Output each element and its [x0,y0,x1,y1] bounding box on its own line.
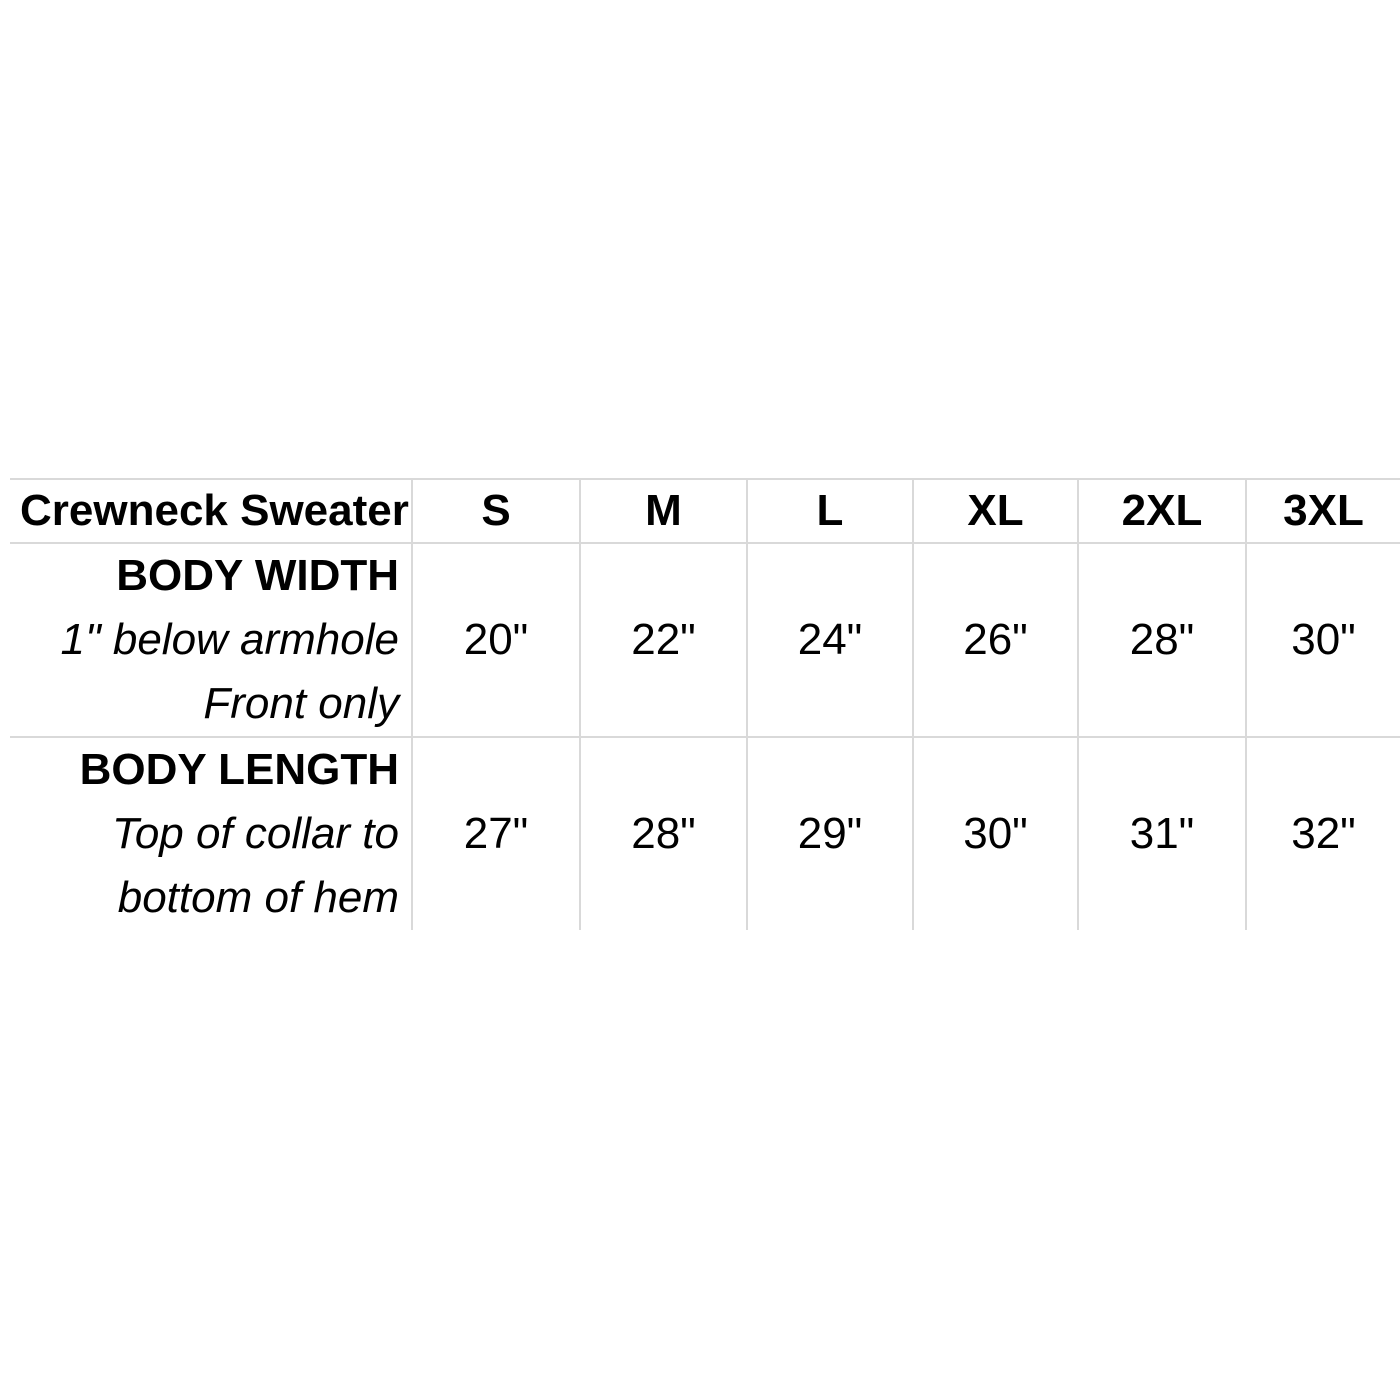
value-cell: 28" [580,737,747,930]
value-cell: 28" [1078,543,1246,737]
value-cell: 27" [412,737,580,930]
size-header-m: M [580,479,747,543]
header-row [10,479,1400,543]
size-chart-container [10,478,1400,930]
row-sublabel: Front only [203,679,399,728]
value-cell: 24" [747,543,913,737]
value-cell: 26" [913,543,1078,737]
value-cell: 30" [913,737,1078,930]
product-title: Crewneck Sweater [10,479,412,543]
value-cell: 20" [412,543,580,737]
size-header-l: L [747,479,913,543]
row-sublabel: bottom of hem [117,873,399,922]
value-cell: 32" [1246,737,1400,930]
row-label-cell [10,543,412,737]
size-header-3xl: 3XL [1246,479,1400,543]
value-cell: 30" [1246,543,1400,737]
row-label: BODY LENGTH [79,745,399,794]
size-header-s: S [412,479,580,543]
table-row-body-length [10,737,1400,930]
row-label: BODY WIDTH [116,551,399,600]
row-sublabel: Top of collar to [112,809,399,858]
row-sublabel: 1" below armhole [60,615,399,664]
value-cell: 29" [747,737,913,930]
size-header-2xl: 2XL [1078,479,1246,543]
value-cell: 22" [580,543,747,737]
size-header-xl: XL [913,479,1078,543]
size-chart-table [10,478,1400,930]
value-cell: 31" [1078,737,1246,930]
table-row-body-width [10,543,1400,737]
row-label-cell [10,737,412,930]
